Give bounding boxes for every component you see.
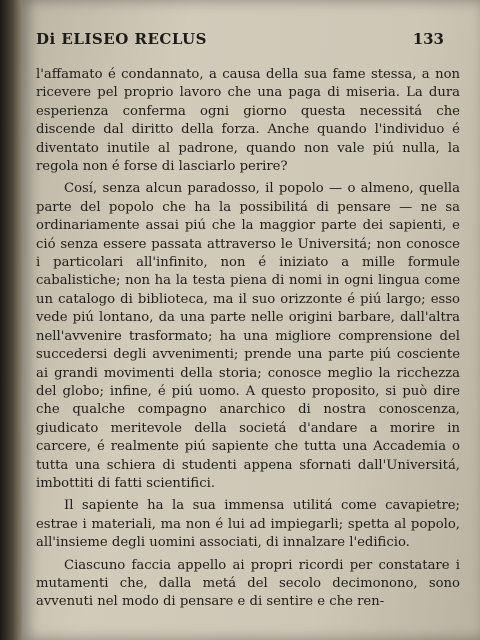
page-number: 133 xyxy=(412,30,444,48)
book-page xyxy=(22,0,480,640)
book-binding-shadow xyxy=(0,0,22,640)
paragraph-1: l'affamato é condannato, a causa della sua fame stessa, a non ricevere pel proprio lavoro che una paga di miseria. La dura esperienza conferma ogni giorno questa necessitá che discende dal diritto della forza. Anche quando l'individuo é diventato inutile al padrone, quando non vale piú nulla, la regola non é forse di lasciarlo perire? xyxy=(36,67,460,175)
page-header xyxy=(36,30,444,52)
paragraph-4: Ciascuno faccia appello ai propri ricordi per constatare i mutamenti che, dalla metá del secolo decimonono, sono avvenuti nel modo di pensare e di sentire e che ren- xyxy=(36,557,460,610)
body-text xyxy=(36,66,460,612)
running-head: Di ELISEO RECLUS xyxy=(36,30,207,48)
paragraph-3: Il sapiente ha la sua immensa utilitá come cavapietre; estrae i materiali, ma non é lui ad impiegarli; spetta al popolo, all'insieme degli uomini associati, di innalzare l'edificio. xyxy=(36,498,460,551)
paragraph-2: Cosí, senza alcun paradosso, il popolo — o almeno, quella parte del popolo che ha la possibilitá di pensare — ne sa ordinariamente assai piú che la maggior parte dei sapienti, e ció senza essere passata attraverso le Universitá; non conosce i particolari all'infinito, non é iniziato a mille formule cabalistiche; non ha la testa piena di nomi in ogni lingua come un catalogo di biblioteca, ma il suo orizzonte é piú largo; esso vede piú lontano, da una parte nelle origini barbare, dall'altra nell'avvenire trasformato; ha una migliore comprensione del succedersi degli avvenimenti; prende una parte piú cosciente ai grandi movimenti della storia; conosce meglio la ricchezza del globo; infine, é piú uomo. A questo proposito, si può dire che qualche compagno anarchico di nostra conoscenza, giudicato meritevole della societá d'andare a morire in carcere, é realmente piú sapiente che tutta una Accademia o tutta una schiera di studenti appena sfornati dall'Universitá, imbottiti di fatti scientifici. xyxy=(36,181,460,491)
